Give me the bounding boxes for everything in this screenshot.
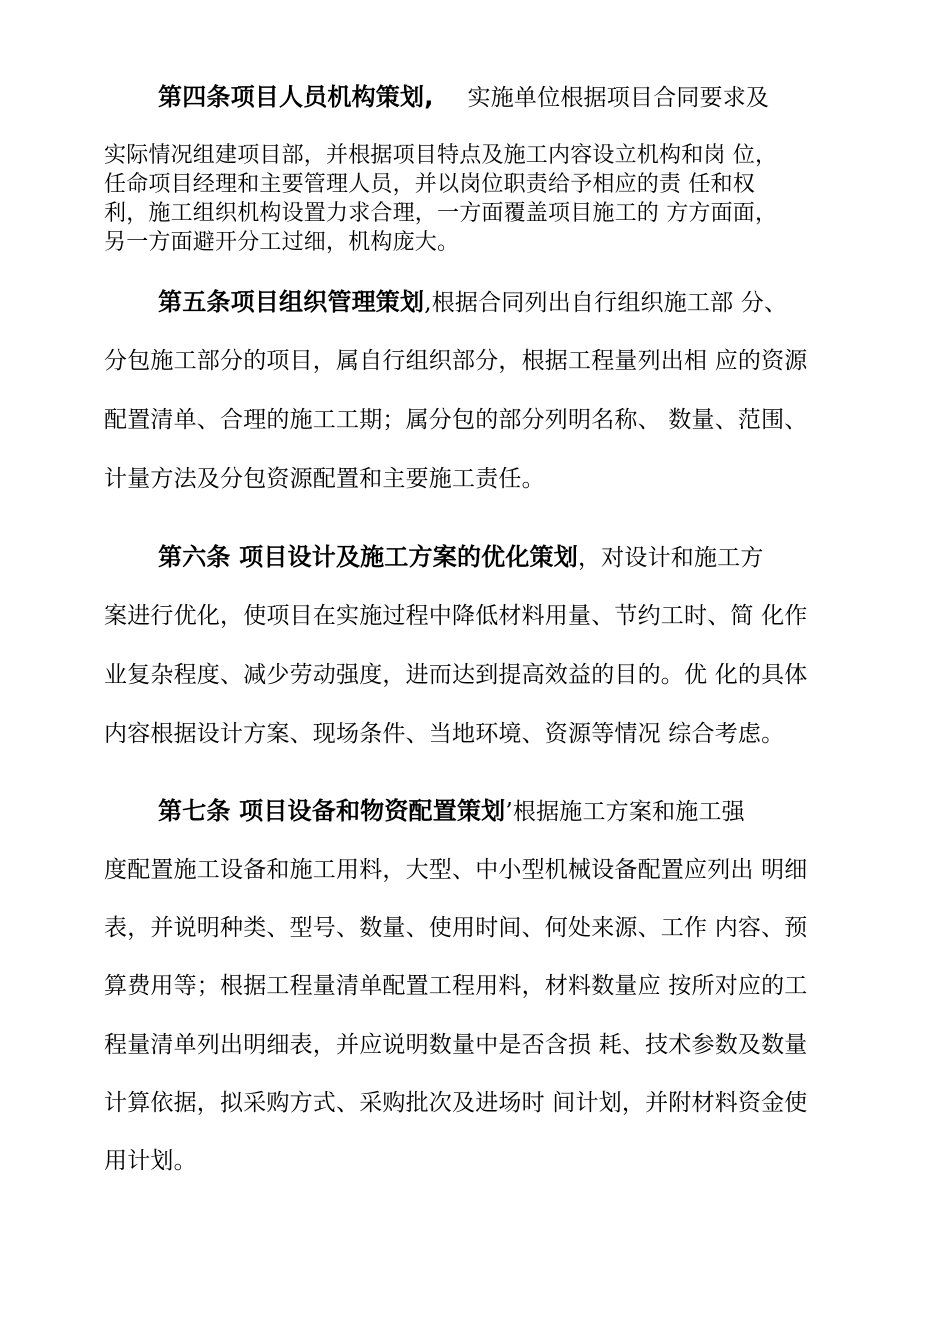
article-6-lead-text: ，对设计和施工方: [577, 545, 764, 571]
article-7-line-6: 用计划。: [104, 1148, 197, 1174]
article-7-line-5: 计算依据，拟采购方式、采购批次及进场时 间计划，并附材料资金使: [104, 1090, 808, 1116]
article-4-line-4: 另一方面避开分工过细，机构庞大。: [104, 230, 460, 255]
article-7-line-2: 表，并说明种类、型号、数量、使用时间、何处来源、工作 内容、预: [104, 915, 808, 941]
article-7-line-4: 程量清单列出明细表，并应说明数量中是否含损 耗、技术参数及数量: [104, 1032, 808, 1058]
article-6-heading: 第六条 项目设计及施工方案的优化策划: [158, 543, 578, 571]
article-7-line-3: 算费用等；根据工程量清单配置工程用料，材料数量应 按所对应的工: [104, 973, 808, 999]
article-4-line-3: 利，施工组织机构设置力求合理，一方面覆盖项目施工的 方方面面，: [104, 201, 778, 226]
article-6-line-3: 内容根据设计方案、现场条件、当地环境、资源等情况 综合考虑。: [104, 721, 785, 747]
article-6-first-line: [158, 542, 856, 573]
article-5-heading: 第五条项目组织管理策划: [158, 288, 425, 316]
article-5-first-line: [158, 287, 856, 318]
article-4-first-line: [158, 82, 856, 113]
article-5-line-1: 分包施工部分的项目，属自行组织部分，根据工程量列出相 应的资源: [104, 348, 808, 374]
article-6-line-1: 案进行优化，使项目在实施过程中降低材料用量、节约工时、简 化作: [104, 603, 808, 629]
article-5-line-3: 计量方法及分包资源配置和主要施工责任。: [104, 466, 545, 492]
article-7-lead-text: ’根据施工方案和施工强: [505, 799, 745, 825]
article-7-line-1: 度配置施工设备和施工用料，大型、中小型机械设备配置应列出 明细: [104, 857, 808, 883]
article-7-heading: 第七条 项目设备和物资配置策划: [158, 797, 506, 825]
article-5-lead-text: ,根据合同列出自行组织施工部 分、: [424, 290, 788, 316]
article-4-line-2: 任命项目经理和主要管理人员，并以岗位职责给予相应的责 任和权: [104, 172, 755, 197]
article-4-line-1: 实际情况组建项目部，并根据项目特点及施工内容设立机构和岗 位，: [104, 143, 778, 168]
article-4-lead-text: 实施单位根据项目合同要求及: [467, 85, 770, 111]
article-6-line-2: 业复杂程度、减少劳动强度，进而达到提高效益的目的。优 化的具体: [104, 662, 808, 688]
article-7-first-line: [158, 796, 856, 827]
article-4-heading: 第四条项目人员机构策划,: [158, 83, 434, 111]
article-5-line-2: 配置清单、合理的施工工期；属分包的部分列明名称、 数量、范围、: [104, 407, 808, 433]
